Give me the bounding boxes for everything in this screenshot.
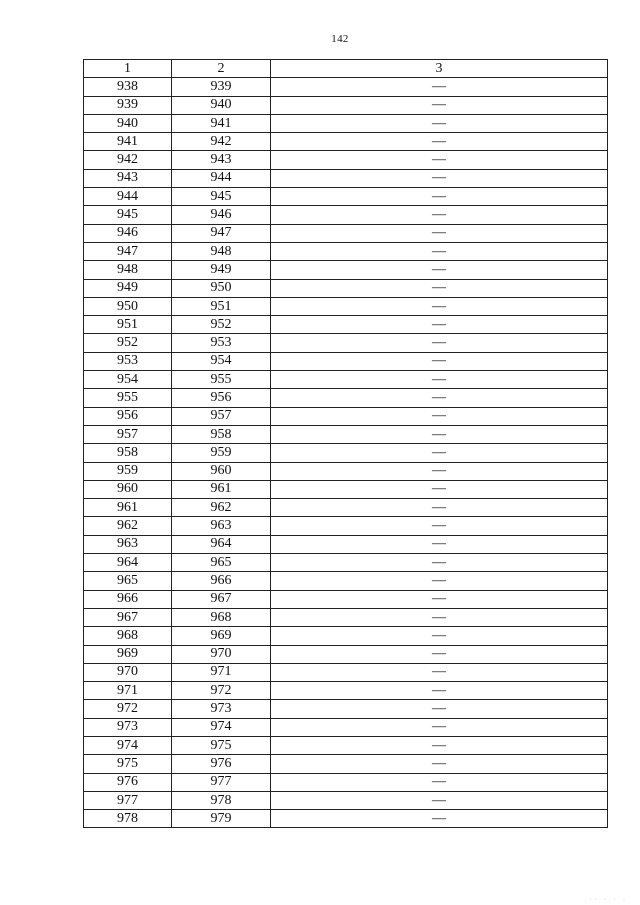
table-row [84,224,608,242]
table-cell-col1: 951 [84,316,172,334]
table-cell-col1: 943 [84,169,172,187]
column-header-1: 1 [84,60,172,78]
table-row [84,736,608,754]
table-cell-col1: 972 [84,700,172,718]
table-body [84,78,608,828]
table-cell-col1: 948 [84,261,172,279]
table-cell-col2: 959 [172,444,271,462]
table-row [84,663,608,681]
table-cell-col2: 955 [172,371,271,389]
table-cell-col2: 940 [172,96,271,114]
table-cell-col2: 943 [172,151,271,169]
data-table [83,59,608,828]
table-row [84,425,608,443]
table-row [84,755,608,773]
table-cell-col2: 952 [172,316,271,334]
table-cell-col1: 957 [84,425,172,443]
table-cell-col2: 942 [172,133,271,151]
table-cell-col3: — [271,297,608,315]
table-cell-col3: — [271,334,608,352]
table-cell-col3: — [271,444,608,462]
table-cell-col2: 964 [172,535,271,553]
table-cell-col3: — [271,700,608,718]
table-cell-col2: 961 [172,480,271,498]
table-cell-col3: — [271,590,608,608]
table-row [84,133,608,151]
table-row [84,169,608,187]
table-row [84,78,608,96]
table-cell-col1: 952 [84,334,172,352]
table-row [84,700,608,718]
table-cell-col2: 939 [172,78,271,96]
table-cell-col3: — [271,206,608,224]
table-cell-col3: — [271,517,608,535]
table-cell-col3: — [271,627,608,645]
table-cell-col1: 938 [84,78,172,96]
table-cell-col2: 953 [172,334,271,352]
table-cell-col3: — [271,682,608,700]
table-cell-col1: 969 [84,645,172,663]
table-cell-col1: 953 [84,352,172,370]
table-cell-col2: 973 [172,700,271,718]
table-row [84,151,608,169]
table-cell-col2: 977 [172,773,271,791]
table-cell-col2: 967 [172,590,271,608]
table-cell-col1: 964 [84,554,172,572]
table-cell-col1: 949 [84,279,172,297]
table-row [84,334,608,352]
table-cell-col2: 956 [172,389,271,407]
table-cell-col3: — [271,114,608,132]
table-cell-col2: 966 [172,572,271,590]
table-cell-col2: 946 [172,206,271,224]
table-cell-col2: 958 [172,425,271,443]
table-cell-col2: 951 [172,297,271,315]
table-cell-col2: 962 [172,499,271,517]
table-row [84,114,608,132]
table-cell-col3: — [271,224,608,242]
table-cell-col2: 960 [172,462,271,480]
table-cell-col2: 979 [172,810,271,828]
table-row [84,517,608,535]
table-cell-col1: 961 [84,499,172,517]
table-cell-col1: 971 [84,682,172,700]
table-row [84,590,608,608]
table-cell-col2: 975 [172,736,271,754]
table-cell-col3: — [271,151,608,169]
table-cell-col2: 969 [172,627,271,645]
table-row [84,572,608,590]
table-row [84,810,608,828]
table-row [84,352,608,370]
table-row [84,462,608,480]
table-cell-col1: 945 [84,206,172,224]
table-cell-col2: 978 [172,791,271,809]
table-header-row [84,60,608,78]
table-row [84,535,608,553]
table-row [84,718,608,736]
table-cell-col2: 944 [172,169,271,187]
table-cell-col3: — [271,535,608,553]
table-cell-col3: — [271,718,608,736]
table-cell-col3: — [271,663,608,681]
table-cell-col1: 940 [84,114,172,132]
table-cell-col3: — [271,554,608,572]
table-cell-col1: 954 [84,371,172,389]
table-cell-col1: 941 [84,133,172,151]
table-row [84,791,608,809]
table-cell-col3: — [271,425,608,443]
table-cell-col1: 956 [84,407,172,425]
table-cell-col2: 965 [172,554,271,572]
table-cell-col3: — [271,78,608,96]
table-row [84,499,608,517]
table-row [84,554,608,572]
column-header-2: 2 [172,60,271,78]
table-cell-col3: — [271,791,608,809]
table-cell-col3: — [271,773,608,791]
table-cell-col3: — [271,133,608,151]
table-row [84,96,608,114]
table-row [84,242,608,260]
table-cell-col1: 962 [84,517,172,535]
table-row [84,371,608,389]
table-cell-col1: 942 [84,151,172,169]
table-cell-col2: 950 [172,279,271,297]
table-cell-col2: 957 [172,407,271,425]
table-cell-col1: 958 [84,444,172,462]
table-row [84,627,608,645]
table-cell-col3: — [271,736,608,754]
table-cell-col1: 973 [84,718,172,736]
table-cell-col3: — [271,810,608,828]
table-cell-col1: 947 [84,242,172,260]
column-header-3: 3 [271,60,608,78]
table-cell-col2: 970 [172,645,271,663]
table-cell-col3: — [271,316,608,334]
table-row [84,480,608,498]
table-cell-col1: 967 [84,608,172,626]
table-row [84,773,608,791]
table-row [84,206,608,224]
table-cell-col3: — [271,242,608,260]
table-cell-col1: 978 [84,810,172,828]
page-number: 142 [331,33,349,45]
table-cell-col3: — [271,352,608,370]
table-row [84,297,608,315]
table-row [84,261,608,279]
table-row [84,389,608,407]
table-cell-col1: 970 [84,663,172,681]
table-cell-col1: 939 [84,96,172,114]
table-cell-col1: 976 [84,773,172,791]
table-cell-col3: — [271,261,608,279]
table-cell-col3: — [271,480,608,498]
table-cell-col3: — [271,188,608,206]
table-cell-col2: 974 [172,718,271,736]
table-cell-col3: — [271,608,608,626]
table-cell-col3: — [271,389,608,407]
table-row [84,407,608,425]
table-cell-col1: 977 [84,791,172,809]
table-row [84,682,608,700]
table-row [84,316,608,334]
table-cell-col3: — [271,407,608,425]
table-cell-col1: 955 [84,389,172,407]
table-cell-col3: — [271,371,608,389]
table-row [84,188,608,206]
table-cell-col1: 975 [84,755,172,773]
table-cell-col1: 944 [84,188,172,206]
table-cell-col1: 968 [84,627,172,645]
table-cell-col2: 971 [172,663,271,681]
table-cell-col1: 965 [84,572,172,590]
table-cell-col2: 972 [172,682,271,700]
table-cell-col3: — [271,572,608,590]
table-row [84,444,608,462]
table-cell-col3: — [271,755,608,773]
table-cell-col3: — [271,279,608,297]
table-cell-col2: 948 [172,242,271,260]
table-cell-col3: — [271,96,608,114]
table-cell-col3: — [271,169,608,187]
table-cell-col2: 941 [172,114,271,132]
table-cell-col2: 968 [172,608,271,626]
table-cell-col1: 966 [84,590,172,608]
table-cell-col1: 963 [84,535,172,553]
table-cell-col1: 959 [84,462,172,480]
table-cell-col2: 954 [172,352,271,370]
table-cell-col2: 945 [172,188,271,206]
table-cell-col2: 947 [172,224,271,242]
table-row [84,645,608,663]
table-cell-col3: — [271,462,608,480]
scan-artifact: ·· · · · [589,897,628,903]
table-cell-col1: 960 [84,480,172,498]
table-cell-col3: — [271,645,608,663]
table-cell-col1: 946 [84,224,172,242]
table-cell-col2: 949 [172,261,271,279]
table-cell-col2: 976 [172,755,271,773]
table-row [84,608,608,626]
table-cell-col3: — [271,499,608,517]
table-cell-col1: 950 [84,297,172,315]
table-row [84,279,608,297]
table-cell-col2: 963 [172,517,271,535]
table-cell-col1: 974 [84,736,172,754]
